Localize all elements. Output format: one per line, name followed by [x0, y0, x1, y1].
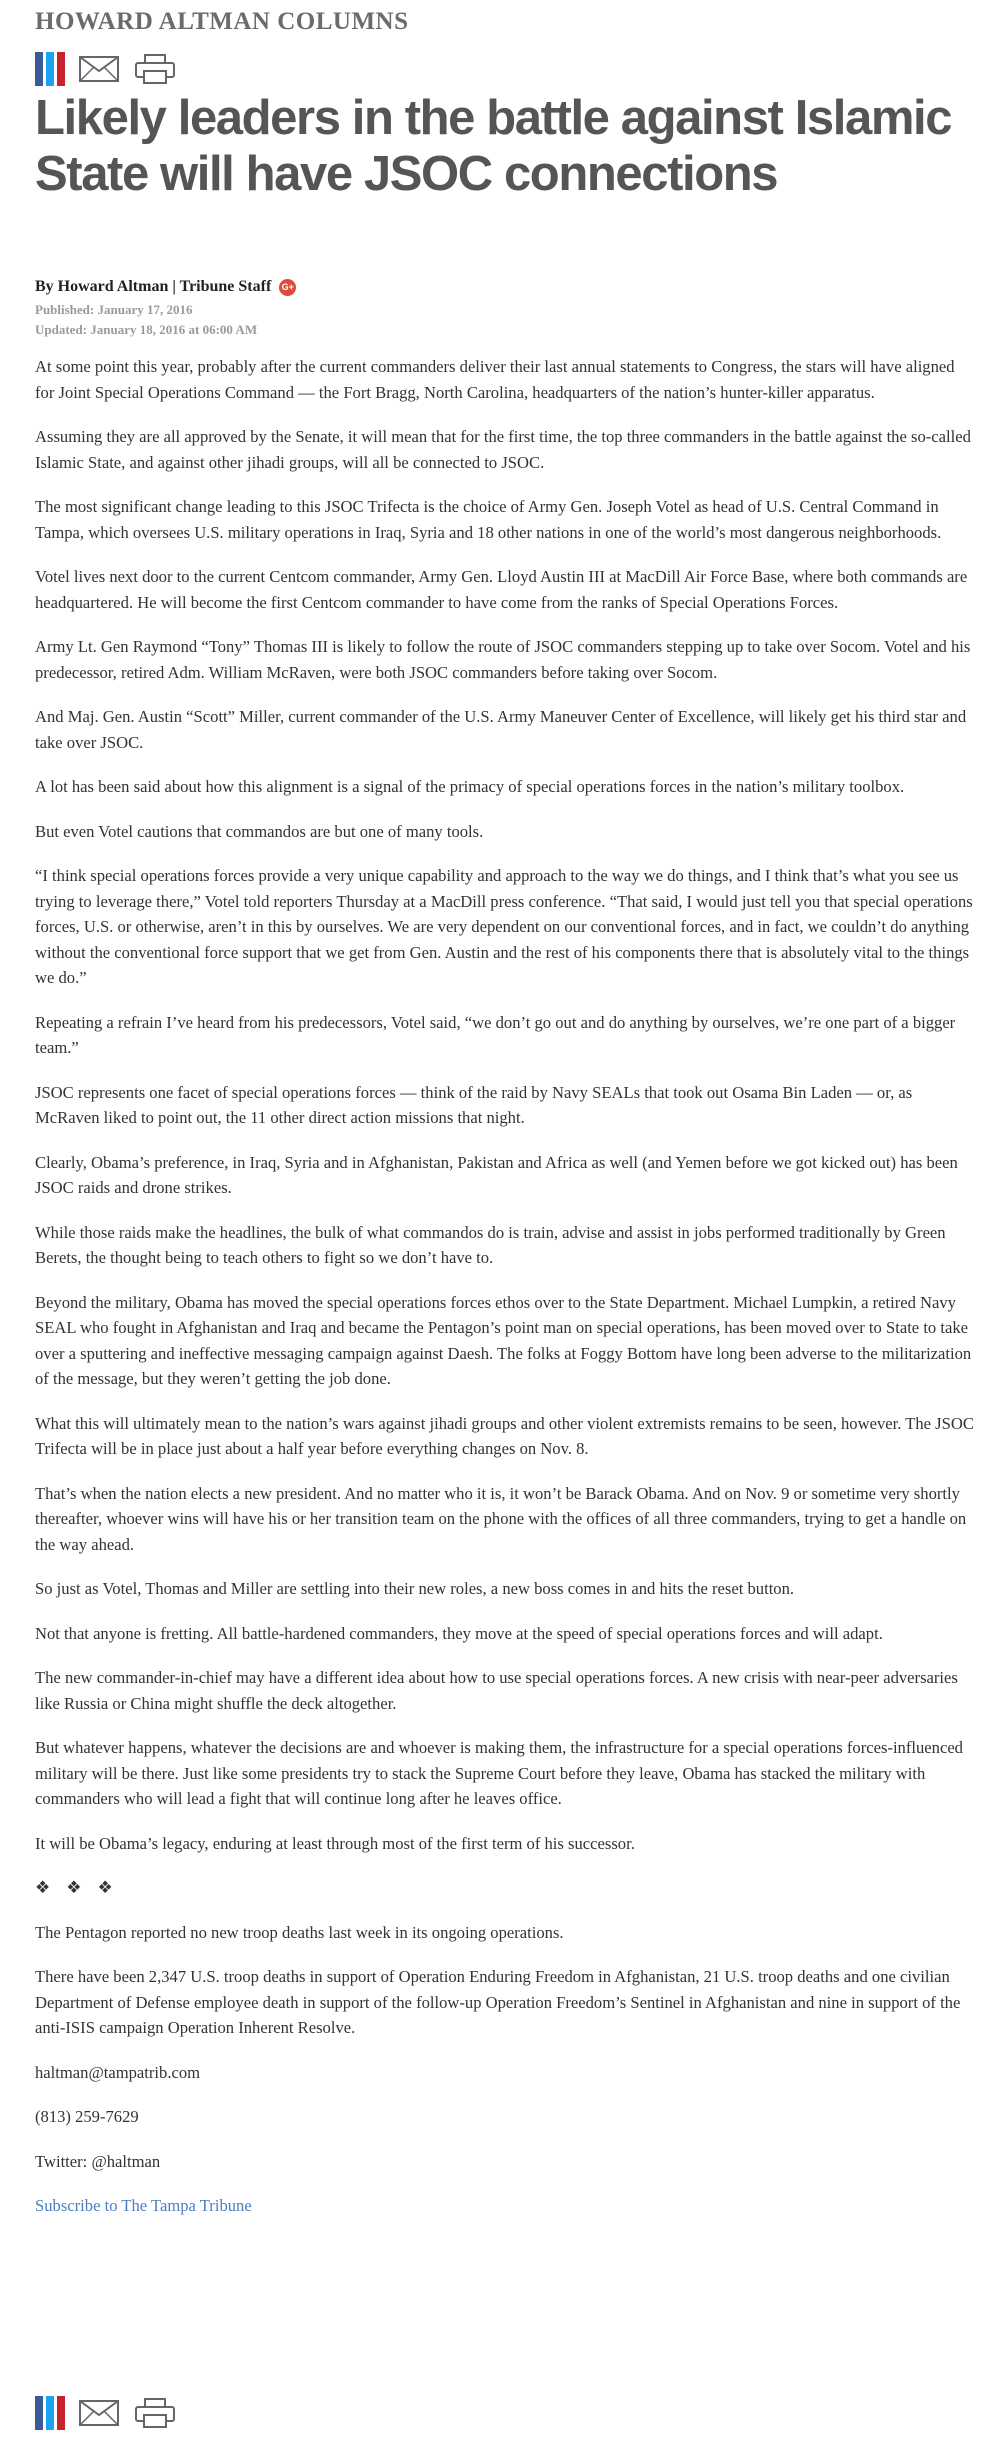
author-email: haltman@tampatrib.com: [35, 2062, 201, 2082]
body-paragraph: While those raids make the headlines, the bulk of what commandos do is train, advise and assist in jobs performed traditionally by Green Berets, the thought being to teach others to fight so we don’t have to.: [35, 1222, 946, 1267]
article-body: [35, 354, 975, 2238]
print-icon[interactable]: [135, 2398, 175, 2428]
section-title: HOWARD ALTMAN COLUMNS: [35, 8, 409, 35]
body-paragraph: So just as Votel, Thomas and Miller are settling into their new roles, a new boss comes in and hits the reset button.: [35, 1579, 795, 1598]
diamond-icon: ❖: [35, 1878, 51, 1897]
email-icon[interactable]: [79, 2400, 119, 2426]
body-paragraph: “I think special operations forces provide a very unique capability and approach to the way we do things, and I think that’s what you see us trying to leverage there,” Votel told reporters Thursday at a MacDill press conference. “That said, I would just tell you that special operations forces, U.S. or otherwise, aren’t in this by ourselves. We are very dependent on our conventional forces, and in fact, we couldn’t do anything without the conventional force support that we get from Gen. Austin and the rest of his components there that is absolutely vital to the things we do.”: [35, 866, 973, 987]
body-paragraph: Assuming they are all approved by the Senate, it will mean that for the first time, the top three commanders in the battle against the so-called Islamic State, and against other jihadi groups, will all be connected to JSOC.: [35, 427, 971, 472]
body-paragraph: It will be Obama’s legacy, enduring at least through most of the first term of his successor.: [35, 1833, 635, 1853]
body-paragraph: At some point this year, probably after the current commanders deliver their last annual statements to Congress, the stars will have aligned for Joint Special Operations Command — the Fort Bragg, North Carolina, headquarters of the nation’s hunter-killer apparatus.: [35, 357, 955, 402]
body-paragraph: Repeating a refrain I’ve heard from his predecessors, Votel said, “we don’t go out and do anything by ourselves, we’re one part of a bigger team.”: [35, 1012, 956, 1057]
body-paragraph: A lot has been said about how this alignment is a signal of the primacy of special operations forces in the nation’s military toolbox.: [35, 777, 905, 796]
body-paragraph: The new commander-in-chief may have a different idea about how to use special operations forces. A new crisis with near-peer adversaries like Russia or China might shuffle the deck altogether.: [35, 1668, 958, 1713]
diamond-icon: ❖: [97, 1878, 113, 1897]
updated-date: Updated: January 18, 2016 at 06:00 AM: [35, 322, 258, 337]
tail-paragraph: There have been 2,347 U.S. troop deaths in support of Operation Enduring Freedom in Afghanistan, 21 U.S. troop deaths and one civilian Department of Defense employee death in support of the follow-up Operation Freedom’s Sentinel in Afghanistan and nine in support of the anti-ISIS campaign Operation Inherent Resolve.: [35, 1967, 961, 2037]
email-icon[interactable]: [79, 56, 119, 82]
byline-text: By Howard Altman | Tribune Staff: [35, 278, 272, 295]
subscribe-link[interactable]: Subscribe to The Tampa Tribune: [35, 2196, 252, 2215]
body-paragraph: Votel lives next door to the current Centcom commander, Army Gen. Lloyd Austin III at MacDill Air Force Base, where both commands are headquartered. He will become the first Centcom commander to have come from the ranks of Special Operations Forces.: [35, 567, 968, 612]
tail-paragraph: The Pentagon reported no new troop deaths last week in its ongoing operations.: [35, 1922, 564, 1942]
author-twitter: Twitter: @haltman: [35, 2151, 161, 2171]
share-bar-top: [35, 52, 191, 86]
body-paragraph: Not that anyone is fretting. All battle-hardened commanders, they move at the speed of special operations forces and will adapt.: [35, 1623, 883, 1643]
author-phone: (813) 259-7629: [35, 2107, 139, 2126]
body-paragraph: Beyond the military, Obama has moved the special operations forces ethos over to the State Department. Michael Lumpkin, a retired Navy SEAL who fought in Afghanistan and Iraq and became the Pentagon’s point man on special operations, has been moved over to State to take over a sputtering and ineffective messaging campaign against Daesh. The folks at Foggy Bottom have long been adverse to the militarization of the message, but they weren’t getting the job done.: [35, 1292, 972, 1388]
share-color-bars-icon[interactable]: [35, 52, 65, 86]
body-paragraph: Army Lt. Gen Raymond “Tony” Thomas III is likely to follow the route of JSOC commanders stepping up to take over Socom. Votel and his predecessor, retired Adm. William McRaven, were both JSOC commanders before taking over Socom.: [35, 637, 971, 682]
body-paragraph: But whatever happens, whatever the decisions are and whoever is making them, the infrastructure for a special operations forces-influenced military will be there. Just like some presidents try to stack the Supreme Court before they leave, Obama has stacked the military with commanders who will lead a fight that will continue long after he leaves office.: [35, 1738, 963, 1808]
body-paragraph: JSOC represents one facet of special operations forces — think of the raid by Navy SEALs that took out Osama Bin Laden — or, as McRaven liked to point out, the 11 other direct action missions that night.: [35, 1082, 913, 1127]
published-date: Published: January 17, 2016: [35, 302, 193, 317]
body-paragraph: Clearly, Obama’s preference, in Iraq, Syria and in Afghanistan, Pakistan and Africa as well (and Yemen before we got kicked out) has been JSOC raids and drone strikes.: [35, 1152, 958, 1197]
body-paragraph: The most significant change leading to this JSOC Trifecta is the choice of Army Gen. Joseph Votel as head of U.S. Central Command in Tampa, which oversees U.S. military operations in Iraq, Syria and 18 other nations in one of the world’s most dangerous neighborhoods.: [35, 497, 942, 542]
body-paragraph: And Maj. Gen. Austin “Scott” Miller, current commander of the U.S. Army Maneuver Center of Excellence, will likely get his third star and take over JSOC.: [35, 707, 967, 752]
byline: [35, 278, 296, 296]
body-paragraph: But even Votel cautions that commandos are but one of many tools.: [35, 821, 484, 841]
body-paragraph: What this will ultimately mean to the nation’s wars against jihadi groups and other violent extremists remains to be seen, however. The JSOC Trifecta will be in place just about a half year before everything changes on Nov. 8.: [35, 1413, 974, 1458]
diamond-icon: ❖: [66, 1878, 82, 1897]
body-paragraph: That’s when the nation elects a new president. And no matter who it is, it won’t be Barack Obama. And on Nov. 9 or sometime very shortly thereafter, whoever wins will have his or her transition team on the phone with the offices of all three commanders, trying to get a handle on the way ahead.: [35, 1483, 967, 1554]
share-bar-bottom: [35, 2396, 191, 2430]
section-separator: [35, 1875, 975, 1901]
headline: Likely leaders in the battle against Islamic State will have JSOC connections: [35, 91, 952, 201]
google-plus-icon[interactable]: G+: [279, 279, 296, 296]
print-icon[interactable]: [135, 54, 175, 84]
share-color-bars-icon[interactable]: [35, 2396, 65, 2430]
